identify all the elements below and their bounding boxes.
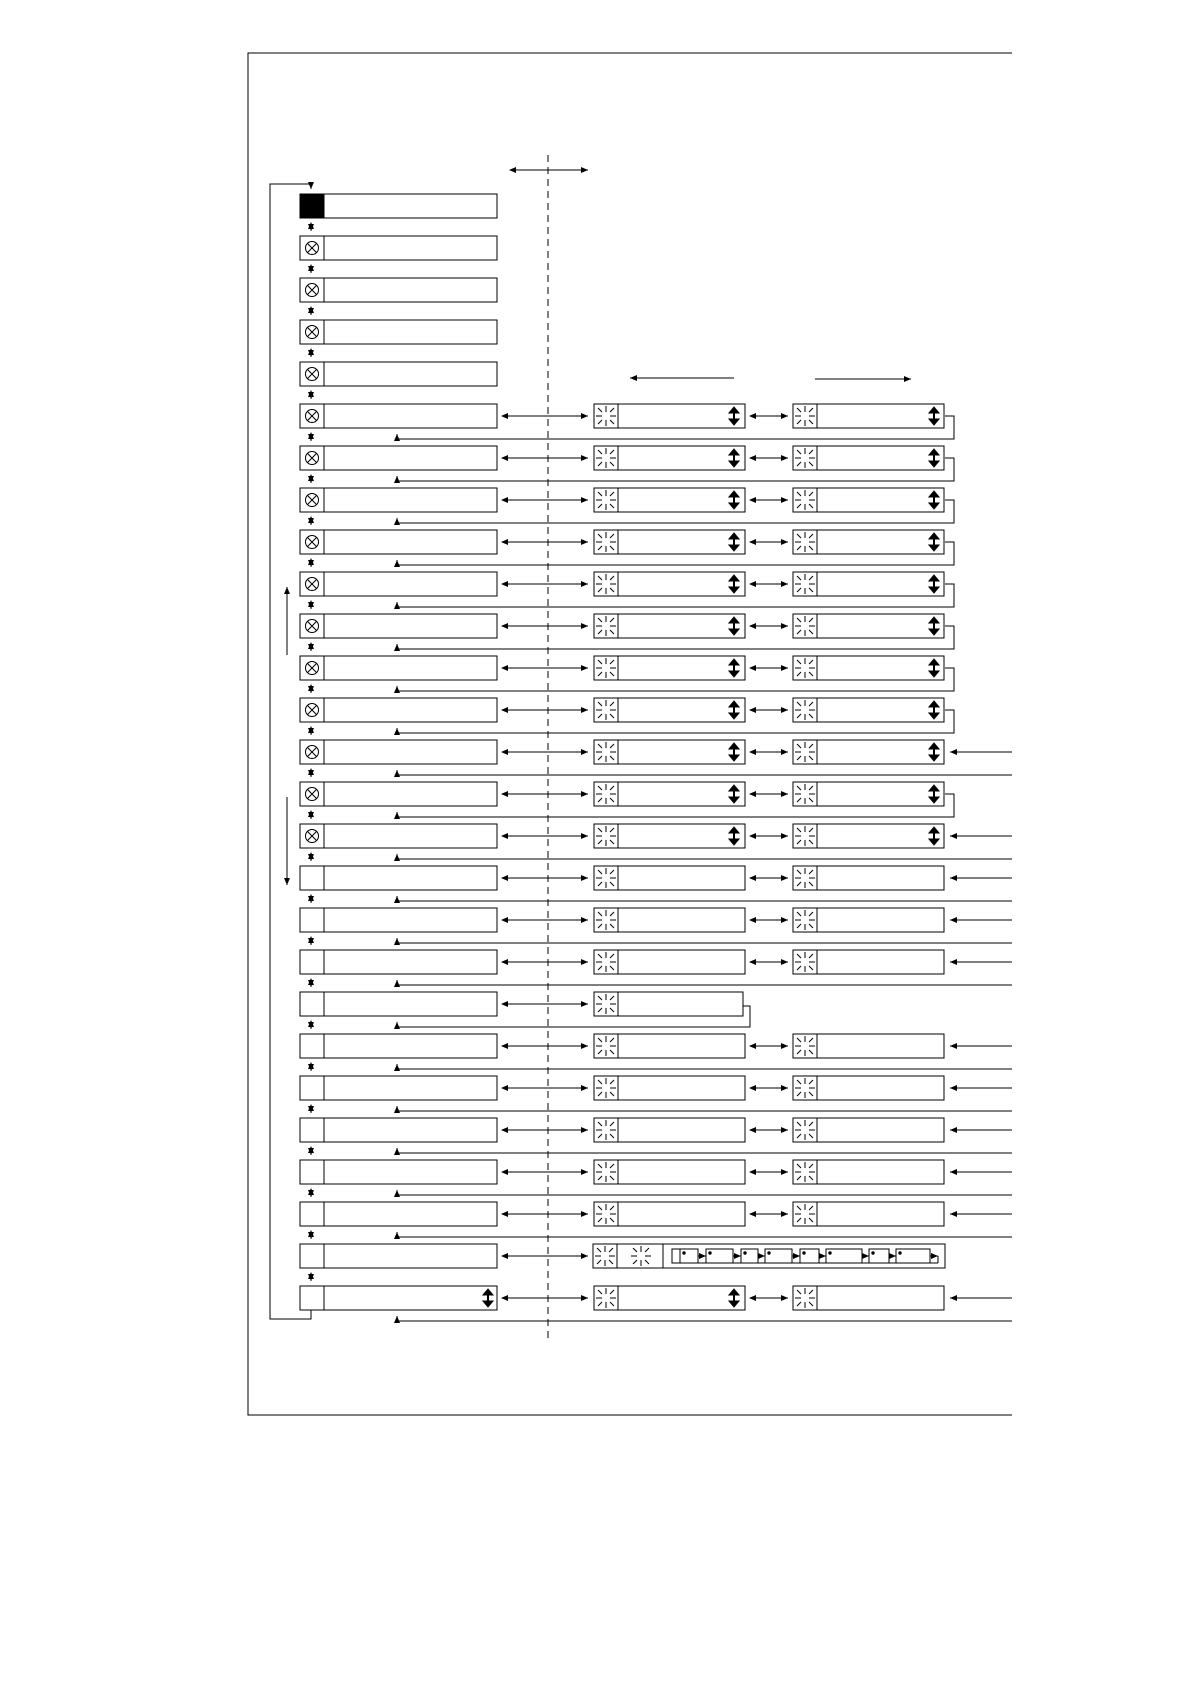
sequence-dot — [899, 1252, 901, 1254]
lamp-circle-x-icon — [306, 368, 319, 381]
sequence-dot — [803, 1252, 805, 1254]
sequence-step-box — [741, 1249, 758, 1263]
option-box-a — [594, 1118, 745, 1142]
flashing-segment-icon — [596, 742, 616, 762]
up-down-arrow-icon — [929, 785, 939, 803]
option-box-a — [594, 866, 745, 890]
sequence-step-box — [800, 1249, 819, 1263]
option-box-a — [594, 698, 745, 722]
lamp-circle-x-icon — [306, 242, 319, 255]
up-down-arrow-icon — [729, 533, 739, 551]
left-menu-box — [300, 824, 497, 848]
flashing-segment-icon — [596, 448, 616, 468]
flashing-segment-icon — [795, 532, 815, 552]
left-menu-box — [300, 740, 497, 764]
option-box-a — [594, 1160, 745, 1184]
left-menu-box — [300, 1160, 497, 1184]
left-menu-box — [300, 1244, 497, 1268]
lamp-circle-x-icon — [306, 662, 319, 675]
flashing-segment-icon — [596, 910, 616, 930]
sequence-dot — [872, 1252, 874, 1254]
loop-back-line — [270, 184, 311, 1319]
sequence-dot — [829, 1252, 831, 1254]
outer-frame — [248, 53, 1012, 1415]
left-menu-box — [300, 782, 497, 806]
up-down-arrow-icon — [729, 701, 739, 719]
up-down-arrow-icon — [729, 575, 739, 593]
option-box-b — [793, 698, 944, 722]
left-menu-box — [300, 656, 497, 680]
up-down-arrow-icon — [729, 827, 739, 845]
flashing-segment-icon — [596, 868, 616, 888]
return-line — [397, 1064, 1012, 1069]
flashing-segment-icon — [596, 490, 616, 510]
left-menu-box — [300, 698, 497, 722]
return-line — [397, 980, 1012, 985]
return-line — [397, 854, 1012, 859]
flashing-segment-icon — [795, 616, 815, 636]
left-menu-box — [300, 950, 497, 974]
flashing-segment-icon — [795, 1036, 815, 1056]
up-down-arrow-icon — [729, 743, 739, 761]
option-box-b — [793, 656, 944, 680]
left-menu-box — [300, 1118, 497, 1142]
left-menu-box — [300, 362, 497, 386]
left-menu-box — [300, 488, 497, 512]
option-box-a — [594, 1202, 745, 1226]
flashing-segment-icon — [795, 1204, 815, 1224]
option-box-a — [594, 824, 745, 848]
flashing-segment-icon — [596, 1078, 616, 1098]
left-menu-box — [300, 404, 497, 428]
sequence-step-box — [706, 1249, 733, 1263]
option-box-b — [793, 1034, 944, 1058]
up-down-arrow-icon — [729, 659, 739, 677]
sequence-step-box — [869, 1249, 889, 1263]
flashing-segment-icon — [596, 1120, 616, 1140]
left-menu-box — [300, 194, 497, 218]
option-box-a — [594, 1076, 745, 1100]
option-box-a — [594, 656, 745, 680]
lamp-circle-x-icon — [306, 326, 319, 339]
lamp-circle-x-icon — [306, 452, 319, 465]
left-menu-box — [300, 320, 497, 344]
flashing-segment-icon — [795, 910, 815, 930]
flashing-segment-icon — [795, 574, 815, 594]
up-down-arrow-icon — [929, 701, 939, 719]
flashing-segment-icon — [596, 1036, 616, 1056]
option-box-a — [594, 614, 745, 638]
flashing-segment-icon — [795, 1162, 815, 1182]
option-box-b — [793, 614, 944, 638]
flashing-segment-icon — [596, 784, 616, 804]
option-box-b — [793, 824, 944, 848]
flashing-segment-icon — [795, 700, 815, 720]
up-down-arrow-icon — [929, 827, 939, 845]
lamp-circle-x-icon — [306, 704, 319, 717]
left-menu-box — [300, 1286, 497, 1310]
flashing-segment-icon — [631, 1246, 651, 1266]
return-line — [397, 1148, 1012, 1153]
option-box-a — [594, 950, 745, 974]
option-box-b — [793, 1202, 944, 1226]
left-menu-box — [300, 614, 497, 638]
option-box-b — [793, 572, 944, 596]
option-box-b — [793, 1286, 944, 1310]
up-down-arrow-icon — [929, 491, 939, 509]
flashing-segment-icon — [795, 826, 815, 846]
lamp-circle-x-icon — [306, 620, 319, 633]
return-line — [397, 1232, 1012, 1237]
flashing-segment-icon — [596, 616, 616, 636]
option-box-a — [594, 740, 745, 764]
left-menu-box — [300, 866, 497, 890]
up-down-arrow-icon — [929, 533, 939, 551]
option-box-b — [793, 1076, 944, 1100]
option-box-a — [594, 1286, 745, 1310]
up-down-arrow-icon — [929, 659, 939, 677]
sequence-step-box — [896, 1249, 930, 1263]
sequence-dot — [768, 1252, 770, 1254]
left-menu-box — [300, 236, 497, 260]
option-box-a — [594, 1034, 745, 1058]
up-down-arrow-icon — [929, 449, 939, 467]
filled-square-icon — [300, 194, 324, 218]
return-line — [397, 938, 1012, 943]
lamp-circle-x-icon — [306, 536, 319, 549]
flashing-segment-icon — [596, 1162, 616, 1182]
up-down-arrow-icon — [929, 617, 939, 635]
flashing-segment-icon — [596, 826, 616, 846]
option-box-a — [594, 782, 745, 806]
flashing-segment-icon — [596, 406, 616, 426]
up-down-arrow-icon — [729, 491, 739, 509]
flashing-segment-icon — [795, 406, 815, 426]
return-line — [397, 1190, 1012, 1195]
flashing-segment-icon — [795, 742, 815, 762]
up-down-arrow-icon — [729, 1289, 739, 1307]
sequence-step-box — [765, 1249, 792, 1263]
option-box-b — [793, 1160, 944, 1184]
flashing-segment-icon — [596, 1204, 616, 1224]
option-box-a — [594, 446, 745, 470]
flashing-segment-icon — [795, 952, 815, 972]
flashing-segment-icon — [795, 1120, 815, 1140]
option-box-b — [793, 908, 944, 932]
flashing-segment-icon — [596, 952, 616, 972]
left-menu-box — [300, 530, 497, 554]
left-menu-box — [300, 992, 497, 1016]
flashing-segment-icon — [795, 1288, 815, 1308]
lamp-circle-x-icon — [306, 746, 319, 759]
flashing-segment-icon — [795, 490, 815, 510]
sequence-step-box — [826, 1249, 862, 1263]
lamp-circle-x-icon — [306, 494, 319, 507]
sequence-dot — [683, 1252, 685, 1254]
left-menu-box — [300, 278, 497, 302]
sequence-dot — [744, 1252, 746, 1254]
left-menu-box — [300, 908, 497, 932]
up-down-arrow-icon — [729, 449, 739, 467]
up-down-arrow-icon — [729, 617, 739, 635]
option-box-a — [594, 992, 743, 1016]
left-menu-box — [300, 1076, 497, 1100]
left-menu-box — [300, 1202, 497, 1226]
sequence-loop — [672, 1249, 680, 1263]
flashing-segment-icon — [795, 1078, 815, 1098]
flashing-segment-icon — [795, 868, 815, 888]
flashing-segment-icon — [596, 994, 616, 1014]
option-box-a — [594, 572, 745, 596]
option-box-b — [793, 1118, 944, 1142]
flashing-segment-icon — [795, 658, 815, 678]
return-line — [397, 1316, 1012, 1321]
option-box-b — [793, 866, 944, 890]
up-down-arrow-icon — [929, 743, 939, 761]
option-box-a — [594, 530, 745, 554]
left-menu-box — [300, 446, 497, 470]
up-down-arrow-icon — [729, 785, 739, 803]
flashing-segment-icon — [596, 532, 616, 552]
option-box-b — [793, 446, 944, 470]
up-down-arrow-icon — [929, 575, 939, 593]
flashing-segment-icon — [595, 1246, 615, 1266]
option-box-a — [594, 404, 745, 428]
flashing-segment-icon — [596, 658, 616, 678]
flashing-segment-icon — [596, 700, 616, 720]
lamp-circle-x-icon — [306, 830, 319, 843]
return-line — [397, 896, 1012, 901]
option-box-b — [793, 404, 944, 428]
up-down-arrow-icon — [729, 407, 739, 425]
option-box-a — [594, 908, 745, 932]
flashing-segment-icon — [795, 448, 815, 468]
option-box-b — [793, 950, 944, 974]
return-line — [397, 770, 1012, 775]
lamp-circle-x-icon — [306, 284, 319, 297]
left-menu-box — [300, 1034, 497, 1058]
sequence-dot — [709, 1252, 711, 1254]
left-menu-box — [300, 572, 497, 596]
up-down-arrow-icon — [483, 1289, 493, 1307]
return-line — [397, 1106, 1012, 1111]
lamp-circle-x-icon — [306, 410, 319, 423]
up-down-arrow-icon — [929, 407, 939, 425]
option-box-b — [793, 740, 944, 764]
option-box-b — [793, 782, 944, 806]
flashing-segment-icon — [596, 574, 616, 594]
lamp-circle-x-icon — [306, 788, 319, 801]
option-box-b — [793, 488, 944, 512]
lamp-circle-x-icon — [306, 578, 319, 591]
option-box-b — [793, 530, 944, 554]
flashing-segment-icon — [596, 1288, 616, 1308]
option-box-a — [594, 488, 745, 512]
sequence-step-box — [680, 1249, 698, 1263]
flashing-segment-icon — [795, 784, 815, 804]
